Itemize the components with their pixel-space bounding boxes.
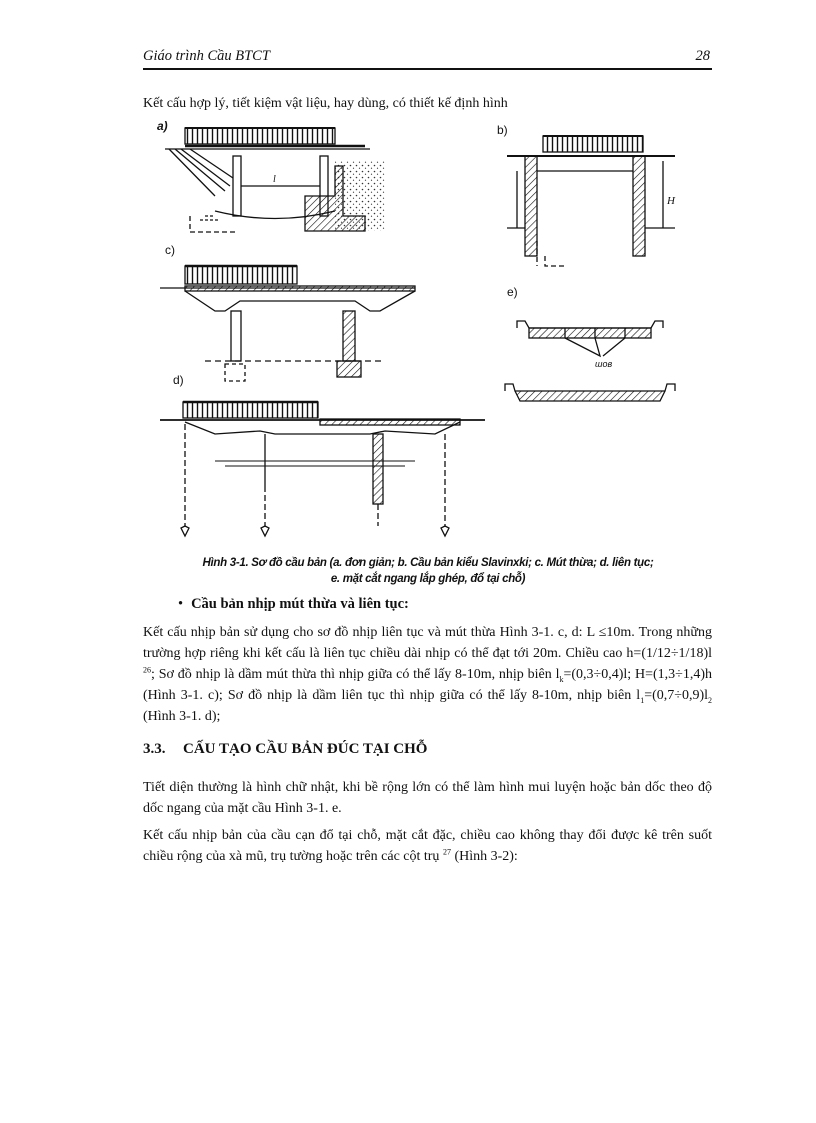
para3-text-1: Kết cấu nhịp bản của cầu cạn đổ tại chỗ, mặt cắt đặc, chiều cao không thay đổi được kê trên suốt chiều rộng của xà mũ, trụ tường hoặc trên các cột trụ — [143, 828, 712, 864]
bullet-heading — [178, 596, 409, 613]
caption-line-2: e. mặt cắt ngang lắp ghép, đổ tại chỗ) — [330, 573, 526, 585]
diagram-a — [157, 119, 385, 232]
header-rule — [143, 68, 712, 70]
diagram-b — [497, 123, 676, 266]
para1-text-1: Kết cấu nhịp bản sử dụng cho sơ đồ nhịp liên tục và mút thừa Hình 3-1. c, d: L ≤10m. Trong những trường hợp riêng khi kết cấu là liên tục chiều dài nhịp có thể đạt tới 20m. Chiều cao h=(1/12÷1/18)l — [143, 625, 712, 661]
para2-text: Tiết diện thường là hình chữ nhật, khi bề rộng lớn có thể làm hình mui luyện hoặc bản dốc theo độ dốc ngang của mặt cầu Hình 3-1. e. — [143, 780, 712, 816]
label-a: a) — [157, 119, 168, 133]
section-number: 3.3. — [143, 741, 166, 757]
diagram-e — [505, 285, 675, 401]
para1-text-3: =(0,3÷0,4)l; H=(1,3÷1,4)h (Hình 3-1. c); Sơ đồ nhịp là dầm liên tục thì nhịp giữa có thể lấy 8-10m, nhịp biên l — [143, 667, 712, 703]
paragraph-2 — [143, 777, 712, 819]
diagram-d — [160, 373, 485, 536]
para1-sub-k: k — [559, 674, 564, 684]
para1-text-2: ; Sơ đồ nhịp là dầm mút thừa thì nhịp giữa có thể lấy 8-10m, nhịp biên l — [151, 667, 560, 682]
paragraph-3 — [143, 825, 712, 867]
footnote-ref-26: 26 — [143, 665, 151, 675]
footnote-ref-27: 27 — [442, 847, 451, 857]
para1-text-4: =(0,7÷0,9)l — [644, 688, 708, 703]
seam-label: шов — [595, 359, 613, 369]
dim-l-label: l — [273, 174, 276, 185]
header-title: Giáo trình Cầu BTCT — [143, 48, 270, 64]
label-e: e) — [507, 285, 518, 299]
bullet-text: Cầu bản nhịp mút thừa và liên tục: — [191, 596, 409, 612]
figure-caption — [143, 555, 713, 587]
section-title: CẤU TẠO CẦU BẢN ĐÚC TẠI CHỖ — [183, 741, 428, 757]
bridge-figure — [145, 116, 705, 546]
para3-text-2: (Hình 3-2): — [450, 849, 518, 864]
para1-text-5: (Hình 3-1. d); — [143, 709, 221, 724]
para1-sub-2: 2 — [708, 695, 712, 705]
dim-H-label: H — [667, 195, 675, 207]
bullet-dot-icon: • — [178, 596, 184, 612]
para1-sub-1: 1 — [640, 695, 645, 705]
section-heading — [143, 741, 427, 758]
label-c: c) — [165, 243, 175, 257]
page-number: 28 — [695, 48, 710, 64]
label-d: d) — [173, 373, 184, 387]
page-header — [143, 46, 710, 68]
caption-line-1: Hình 3-1. Sơ đồ cầu bản (a. đơn giản; b. Cầu bản kiểu Slavinxki; c. Mút thừa; d. liên tục; — [202, 557, 654, 569]
diagram-c — [160, 243, 415, 381]
intro-line: Kết cấu hợp lý, tiết kiệm vật liệu, hay dùng, có thiết kế định hình — [143, 96, 508, 111]
label-b: b) — [497, 123, 508, 137]
paragraph-1 — [143, 622, 712, 727]
